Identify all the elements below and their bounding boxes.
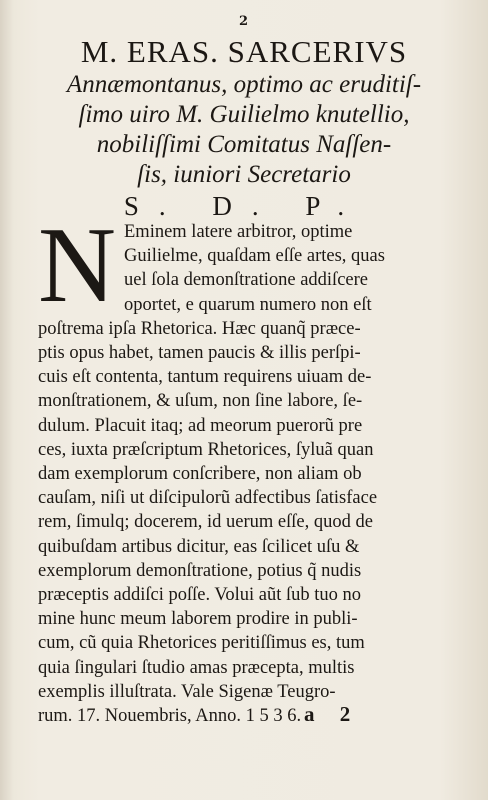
text-line: dulum. Placuit itaq; ad meorum puerorũ pre xyxy=(38,415,363,436)
heading-line: Annæmontanus, optimo ac eruditiſ- xyxy=(66,71,422,98)
heading-line: ſimo uiro M. Guilielmo knutellio, xyxy=(78,101,410,128)
text-line: quibuſdam artibus dicitur, eas ſcilicet uſu & xyxy=(38,536,360,557)
text-line: rum. 17. Nouembris, Anno. 1 5 3 6. xyxy=(38,706,302,727)
text-line: quia ſingulari ſtudio amas præcepta, multis xyxy=(38,657,355,678)
salutation-sdp: S. D. P. xyxy=(123,191,365,221)
text-line: mine hunc meum laborem prodire in publi- xyxy=(38,609,358,630)
text-line: Eminem latere arbitror, optime xyxy=(124,222,353,242)
folio-number: 2 xyxy=(238,14,250,29)
text-line: Guilielme, quaſdam eſſe artes, quas xyxy=(124,246,385,267)
signature-mark: a 2 xyxy=(304,702,361,726)
text-line: ces, iuxta præſcriptum Rhetorices, ſyluã quan xyxy=(38,439,374,460)
text-line: exemplis illuſtrata. Vale Sigenæ Teugro- xyxy=(38,681,336,702)
text-line: oportet, e quarum numero non eſt xyxy=(124,294,372,315)
text-line: uel ſola demonſtratione addiſcere xyxy=(124,270,368,291)
author-name: M. ERAS. SARCERIVS xyxy=(80,34,408,69)
text-line: cauſam, niſi ut diſcipulorũ adfectibus ſatisface xyxy=(38,488,378,509)
heading-line: nobiliſſimi Comitatus Naſſen- xyxy=(96,131,392,158)
text-line: rem, ſimulq; docerem, id uerum eſſe, quod de xyxy=(38,512,373,533)
text-line: ptis opus habet, tamen paucis & illis perſpi- xyxy=(38,343,361,364)
drop-cap: N xyxy=(38,206,116,325)
text-line: præceptis addiſci poſſe. Volui aũt ſub tuo no xyxy=(38,585,362,606)
text-line: monſtrationem, & uſum, non ſine labore, ſe- xyxy=(38,391,363,412)
text-line: dam exemplorum conſcribere, non aliam ob xyxy=(38,464,362,485)
text-line: poſtrema ipſa Rhetorica. Hæc quanq̃ præce- xyxy=(38,318,361,339)
text-line: cuis eſt contenta, tantum requirens uiuam de- xyxy=(38,367,372,388)
text-line: cum, cũ quia Rhetorices peritiſſimus es, tum xyxy=(38,633,365,654)
dedication-heading xyxy=(0,34,488,222)
text-line: exemplorum demonſtratione, potius q̃ nudis xyxy=(38,560,362,581)
heading-line: ſis, iuniori Secretario xyxy=(137,161,351,188)
